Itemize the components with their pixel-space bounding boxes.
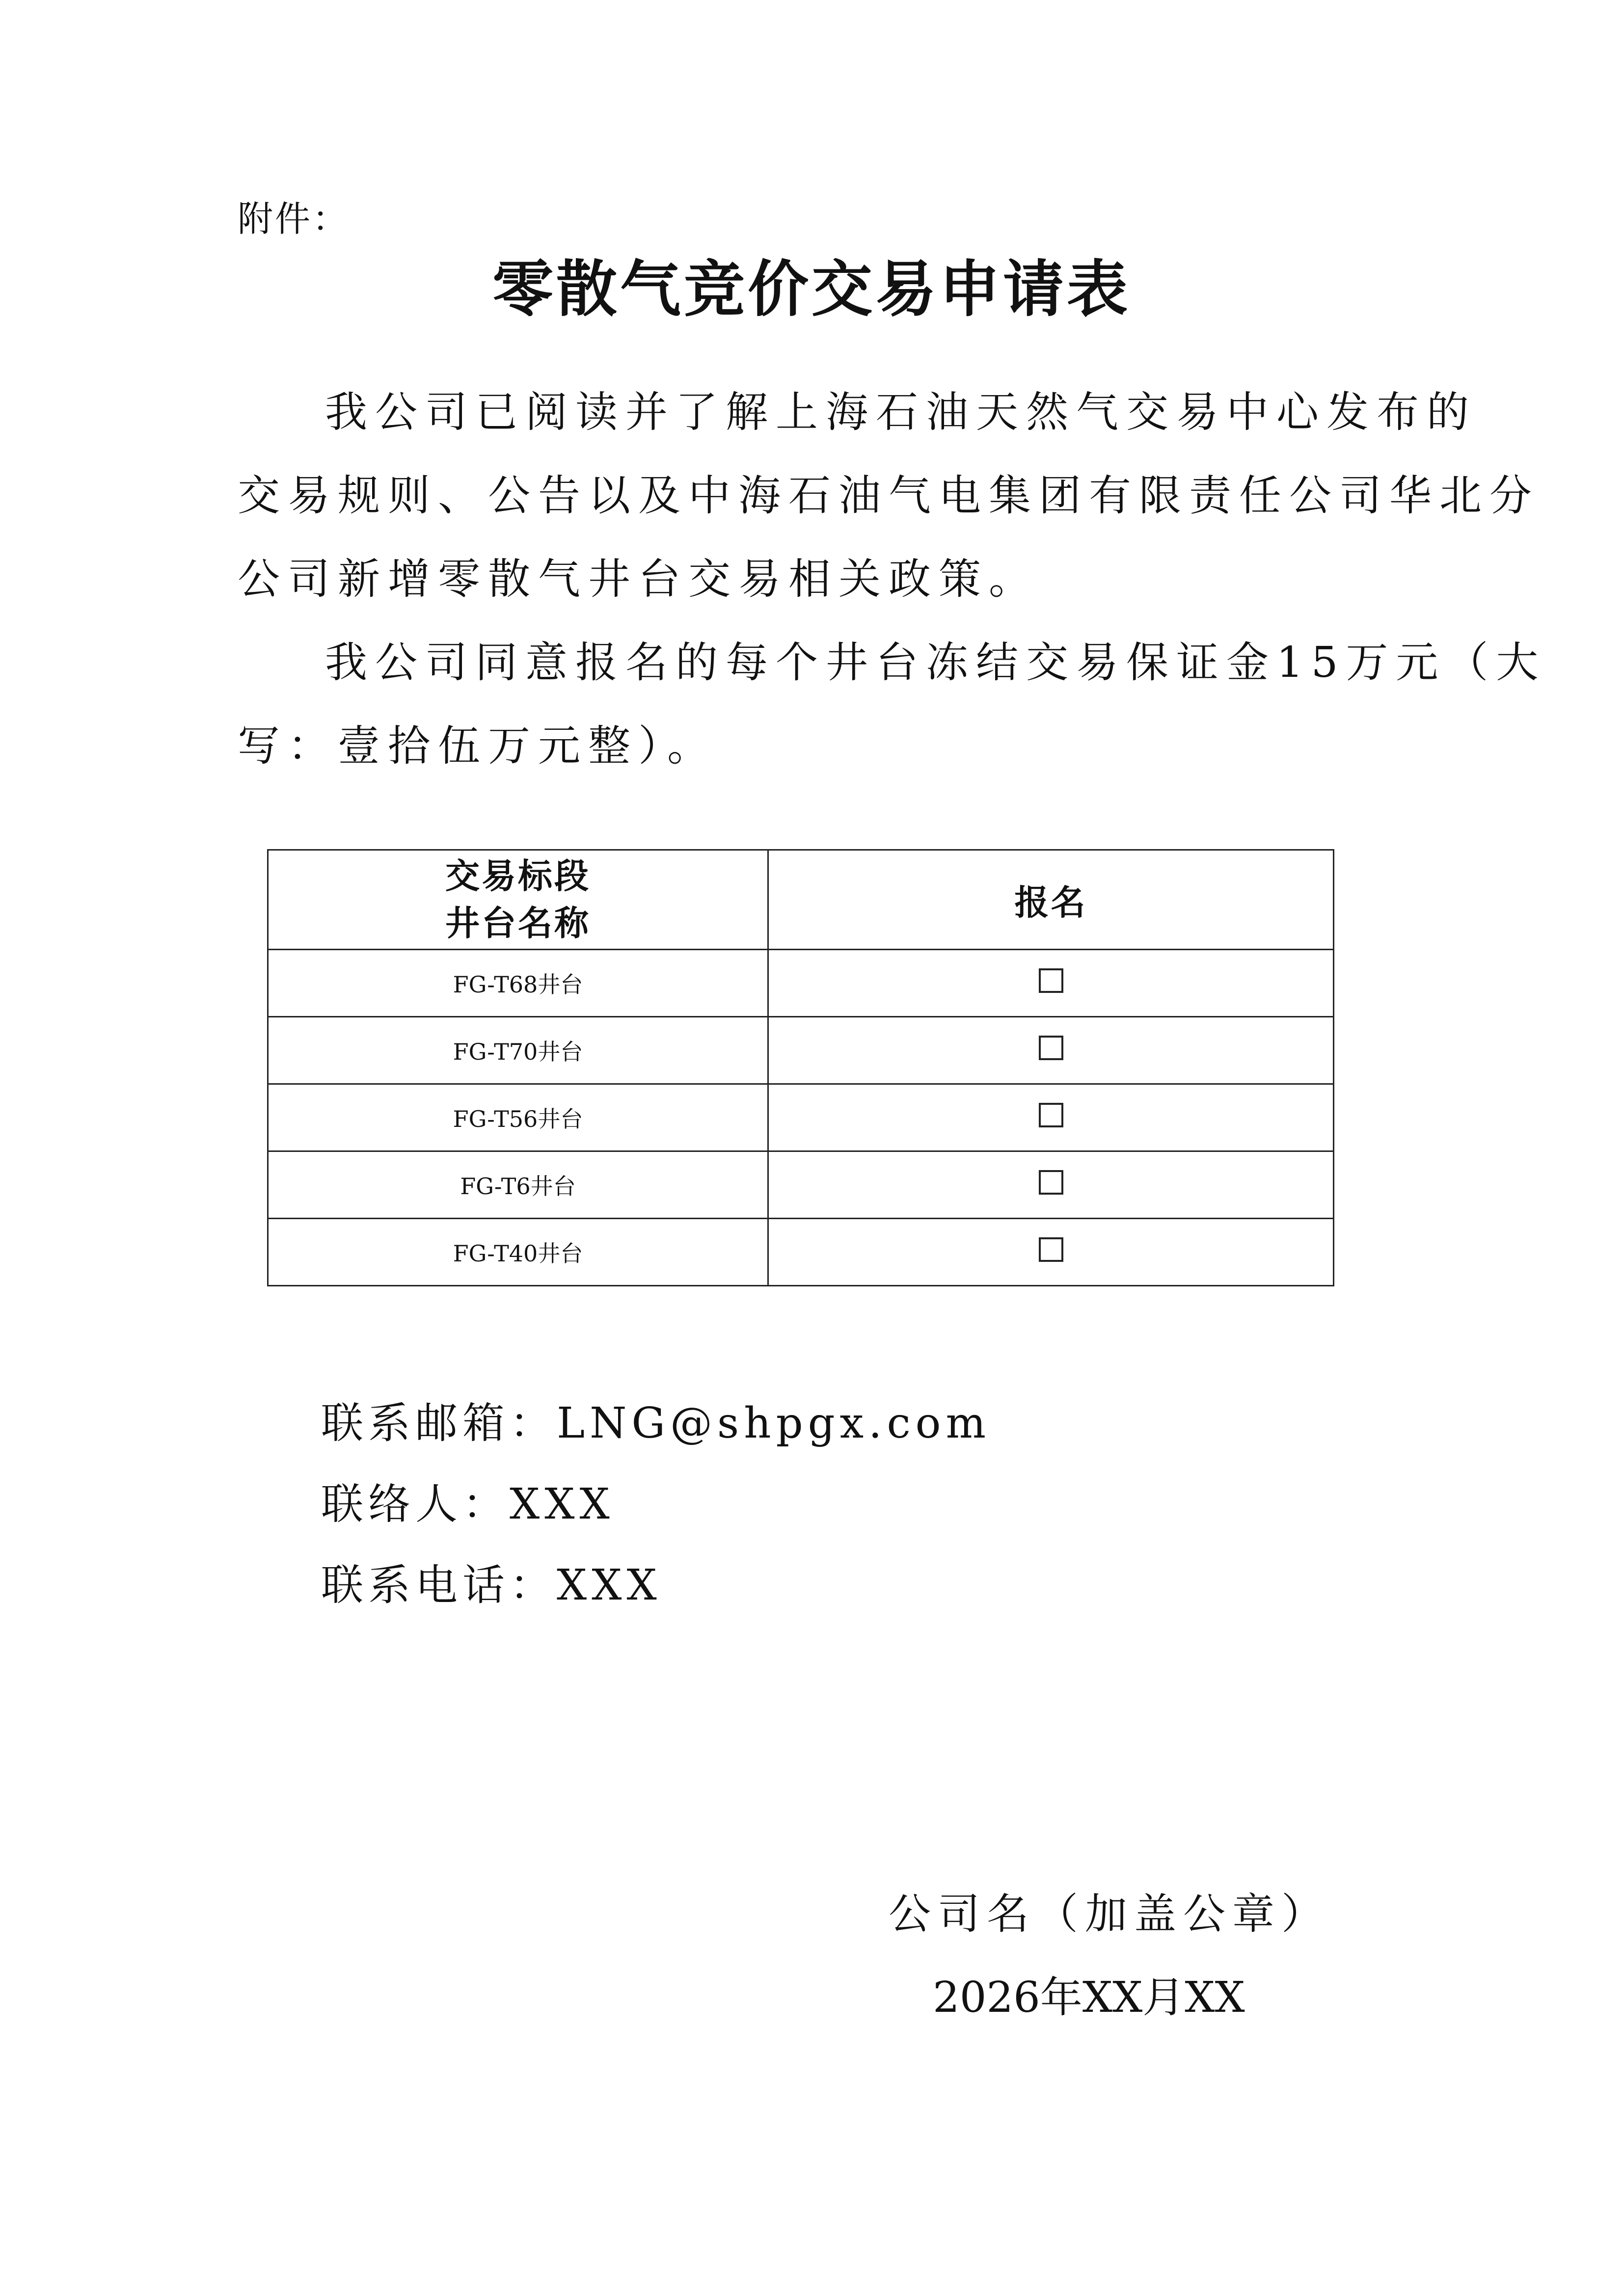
paragraph-line-3: 公司新增零散气井台交易相关政策。 [238, 555, 1039, 604]
header-well-name-line1: 交易标段 [445, 855, 591, 896]
register-checkbox[interactable] [1039, 1170, 1063, 1195]
register-checkbox[interactable] [1039, 1237, 1063, 1262]
registration-table [267, 849, 1334, 1286]
header-well-name-line2: 井台名称 [445, 903, 591, 943]
table-row [268, 1151, 1334, 1219]
paragraph-line-4: 我公司同意报名的每个井台冻结交易保证金15万元（大 [325, 638, 1546, 687]
paragraph-line-5: 写：壹拾伍万元整）。 [238, 721, 717, 771]
company-signature: 公司名（加盖公章） [889, 1890, 1330, 1939]
table-row [268, 1017, 1334, 1084]
register-checkbox[interactable] [1039, 1103, 1063, 1127]
signature-date: 2026年XX月XX [933, 1973, 1245, 2022]
contact-person: 联络人：XXX [321, 1480, 615, 1529]
form-title: 零散气竞价交易申请表 [492, 254, 1131, 325]
well-name-cell: FG-T6井台 [268, 1151, 768, 1219]
register-cell [768, 950, 1334, 1017]
table-row [268, 950, 1334, 1017]
table-header-row [268, 850, 1334, 950]
register-cell [768, 1084, 1334, 1151]
contact-email: 联系邮箱：LNG@shpgx.com [321, 1399, 991, 1448]
register-cell [768, 1017, 1334, 1084]
well-name-cell: FG-T56井台 [268, 1084, 768, 1151]
table-row [268, 1219, 1334, 1286]
header-well-name [268, 850, 768, 950]
well-name-cell: FG-T70井台 [268, 1017, 768, 1084]
contact-phone: 联系电话：XXX [321, 1561, 662, 1610]
register-cell [768, 1219, 1334, 1286]
well-name-cell: FG-T40井台 [268, 1219, 768, 1286]
attachment-label: 附件： [238, 198, 350, 240]
well-name-cell: FG-T68井台 [268, 950, 768, 1017]
table-row [268, 1084, 1334, 1151]
paragraph-line-1: 我公司已阅读并了解上海石油天然气交易中心发布的 [325, 388, 1477, 437]
paragraph-line-2: 交易规则、公告以及中海石油气电集团有限责任公司华北分 [238, 471, 1540, 520]
register-checkbox[interactable] [1039, 1036, 1063, 1060]
register-cell [768, 1151, 1334, 1219]
header-register: 报名 [768, 850, 1334, 950]
register-checkbox[interactable] [1039, 968, 1063, 993]
